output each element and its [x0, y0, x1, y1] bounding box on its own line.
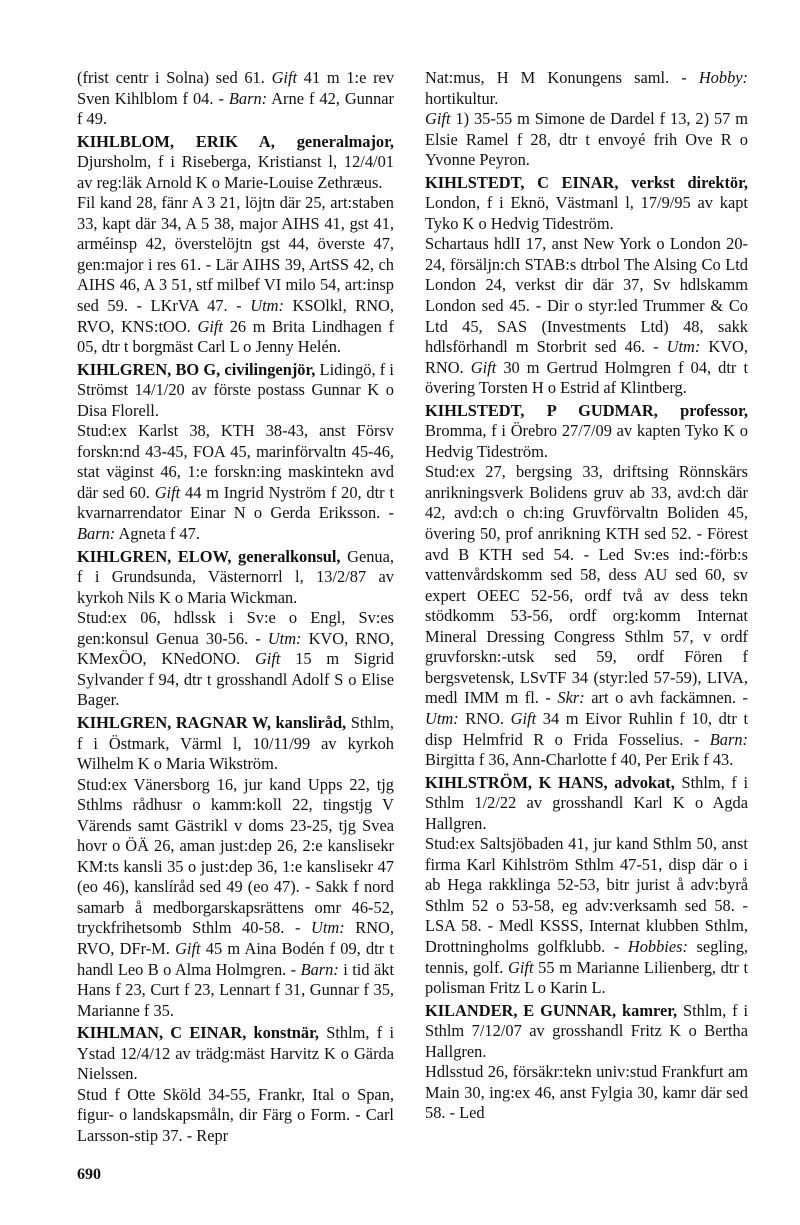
field-label: Hobbies: — [627, 936, 688, 956]
entry-text: RNO. — [458, 708, 511, 728]
entry-text: Birgitta f 36, Ann-Charlotte f 40, Per Erik f 43. — [425, 750, 734, 770]
entry-text: Arne f 42, Gunnar f 49. — [77, 88, 394, 129]
entry-text: 26 m Brita Lindhagen f 05, dtr t borgmäst Carl L o Jenny Helén. — [77, 316, 394, 357]
entry-text: Lidingö, f i Strömst 14/1/20 av förste postass Gunnar K o Disa Florell. — [77, 359, 394, 420]
entry-text: 1) 35-55 m Simone de Dardel f 13, 2) 57 m Elsie Ramel f 28, dtr t envoyé frih Ove R o Yvonne Peyron. — [425, 109, 748, 170]
biography-paragraph — [77, 68, 394, 130]
page-number: 690 — [77, 1166, 101, 1183]
entry-text: Schartaus hdlI 17, anst New York o London 20-24, försäljn:ch STAB:s dtrbol The Alsing Co Ltd London 24, verkst dir där 37, Sv hdlskamm London sed 45. - Dir o styr:led Trummer & Co Ltd 45, SAS (Investments Ltd) 48, sakk hdlsförhandl m Storbrit sed 46. - — [425, 234, 748, 357]
biography-entry-heading — [77, 713, 394, 775]
entry-text: Stud:ex 06, hdlssk i Sv:e o Engl, Sv:es gen:konsul Genua 30-56. - — [77, 608, 394, 648]
entry-text: 45 m Aina Bodén f 09, dtr t handl Leo B o Alma Holmgren. - — [77, 938, 394, 979]
biography-paragraph — [425, 109, 748, 171]
entry-text: i tid äkt Hans f 23, Curt f 23, Lennart f 31, Gunnar f 35, Marianne f 35. — [77, 959, 395, 1020]
field-label: Utm: — [311, 918, 345, 938]
entry-name: KIHLGREN, RAGNAR W, kansliråd, — [77, 712, 347, 732]
entry-text: 15 m Sigrid Sylvander f 94, dtr t grosshandl Adolf S o Elise Bager. — [77, 649, 394, 710]
biography-paragraph — [77, 193, 394, 357]
field-label: Barn: — [228, 88, 268, 108]
field-label: Barn: — [300, 959, 339, 979]
entry-name: KIHLSTEDT, P GUDMAR, professor, — [425, 400, 748, 420]
field-label: Gift — [508, 957, 534, 977]
entry-text: segling, tennis, golf. — [425, 936, 748, 977]
entry-text: Hdlsstud 26, försäkr:tekn univ:stud Frankfurt am Main 30, ing:ex 46, anst Fylgia 30, kamr där sed 58. - Led — [425, 1062, 748, 1123]
field-label: Hobby: — [698, 68, 748, 87]
biography-paragraph — [425, 68, 748, 109]
entry-text: art o avh fackämnen. - — [584, 688, 748, 708]
entry-text: Bromma, f i Örebro 27/7/09 av kapten Tyko K o Hedvig Tideström. — [425, 421, 748, 461]
entry-text: Stud f Otte Sköld 34-55, Frankr, Ital o Span, figur- o landskapsmåln, dir Färg o Form. - Carl Larsson-stip 37. - Repr — [77, 1084, 394, 1145]
field-label: Skr: — [557, 688, 585, 708]
field-label: Utm: — [250, 296, 284, 316]
field-label: Gift — [510, 708, 537, 728]
entry-text: Sthlm, f i Ystad 12/4/12 av trädg:mäst Harvitz K o Gärda Nielssen. — [77, 1023, 394, 1084]
biography-paragraph — [77, 421, 394, 544]
entry-text: Sthlm, f i Östmark, Värml l, 10/11/99 av kyrkoh Wilhelm K o Maria Wikström. — [77, 712, 394, 774]
entry-text: Stud:ex 27, bergsing 33, driftsing Rönnskärs anrikningsverk Bolidens gruv ab 33, avd:ch där 42, avd:ch o ch:ing Gruvförvaltn Boliden 45, övering 50, prof anrikning KTH sed 52. - Förest avd B KTH sed 54. - Led Sv:es ind:-förb:s vattenvårdskomm sed 58, dess AU sed 60, sv expert OEEC 52-56, ordf två av dess tekn stödkomm 53-56, ordf org:komm Internat Mineral Dressing Congress Sthlm 57, v ordf gruvforskn:-utsk sed 59, ordf Fören f bergsvetensk, LSvTF 34 (styr:led 57-59), LIVA, medl IMM m fl. - — [425, 462, 748, 708]
left-column — [77, 68, 394, 1146]
biography-entry-heading — [425, 1001, 748, 1063]
field-label: Gift — [254, 649, 281, 669]
biography-paragraph — [77, 1085, 394, 1147]
biography-paragraph — [425, 234, 748, 398]
entry-text: Fil kand 28, fänr A 3 21, löjtn där 25, art:staben 33, kapt där 34, A 5 38, major AIHS 41, gst 41, arméinsp 42, överstelöjtn gst 44, överste 47, gen:major i res 61. - Lär AIHS 39, ArtSS 42, ch AIHS 46, A 3 51, stf milbef VI milo 54, art:insp sed 59. - LKrVA 47. - — [77, 193, 394, 316]
entry-name: KIHLBLOM, ERIK A, generalmajor, — [77, 131, 394, 151]
right-column — [425, 68, 748, 1124]
field-label: Gift — [271, 68, 298, 87]
field-label: Utm: — [425, 708, 459, 728]
field-label: Barn: — [77, 524, 116, 544]
biography-entry-heading — [425, 173, 748, 235]
entry-text: 44 m Ingrid Nyström f 20, dtr t kvarnarrendator Einar N o Gerda Eriksson. - — [77, 482, 394, 523]
biography-paragraph — [425, 462, 748, 770]
entry-text: 41 m 1:e rev Sven Kihlblom f 04. - — [77, 68, 395, 108]
entry-name: KIHLSTEDT, C EINAR, verkst direktör, — [425, 172, 748, 192]
biography-entry-heading — [77, 360, 394, 422]
entry-text: Genua, f i Grundsunda, Västernorrl l, 13/2/87 av kyrkoh Nils K o Maria Wickman. — [77, 546, 394, 607]
field-label: Gift — [425, 109, 451, 129]
biography-entry-heading — [425, 773, 748, 835]
entry-text: Stud:ex Karlst 38, KTH 38-43, anst Försv forskn:nd 43-45, FOA 45, marinförvaltn 45-46, stat väginst 46, 1:e forskn:ing maskintekn avd där sed 60. — [77, 421, 394, 502]
entry-text: Stud:ex Vänersborg 16, jur kand Upps 22, tjg Sthlms rådhusr o kamm:koll 22, tingstjg V Värends samt Gästrikl v doms 23-25, tjg Svea hovr o ÖÄ 26, aman just:dep 26, 2:e kanslisekr KM:ts kansli 35 o just:dep 36, 1:e kanslisekr 47 (eo 46), kanslíråd sed 49 (eo 47). - Sakk f nord samarb å medborgarskapsrättens omr 46-52, tryckfrihetsomb Sthlm 40-58. - — [77, 774, 394, 938]
entry-name: KIHLGREN, ELOW, generalkonsul, — [77, 546, 341, 566]
entry-name: KIHLMAN, C EINAR, konstnär, — [77, 1023, 319, 1043]
entry-text: Sthlm, f i Sthlm 1/2/22 av grosshandl Karl K o Agda Hallgren. — [425, 772, 748, 833]
field-label: Gift — [175, 938, 201, 958]
field-label: Gift — [154, 482, 181, 502]
biography-paragraph — [77, 608, 394, 711]
field-label: Gift — [470, 357, 497, 377]
entry-text: Nat:mus, H M Konungens saml. - — [425, 68, 699, 87]
entry-name: KIHLGREN, BO G, civilingenjör, — [77, 359, 316, 379]
biography-entry-heading — [77, 132, 394, 194]
entry-text: Djursholm, f i Riseberga, Kristianst l, 12/4/01 av reg:läk Arnold K o Marie-Louise Zethræus. — [77, 152, 394, 192]
entry-text: 34 m Eivor Ruhlin f 10, dtr t disp Helmfrid R o Frida Fosselius. - — [425, 708, 748, 749]
field-label: Gift — [197, 316, 223, 336]
entry-text: KVO, RNO. — [425, 337, 748, 377]
entry-text: Sthlm, f i Sthlm 7/12/07 av grosshandl Fritz K o Bertha Hallgren. — [425, 1000, 749, 1061]
entry-text: hortikultur. — [425, 88, 499, 108]
biography-entry-heading — [77, 1023, 394, 1085]
field-label: Barn: — [709, 729, 748, 749]
biography-paragraph — [77, 775, 394, 1022]
biography-paragraph — [425, 834, 748, 998]
entry-text: Stud:ex Saltsjöbaden 41, jur kand Sthlm 50, anst firma Karl Kihlström Sthlm 47-51, disp där o i ab Hega rakklinga 52-53, bitr jurist å adv:byrå Sthlm 52 o 53-58, eg adv:verksamh sed 58. - LSA 58. - Medl KSSS, Internat klubben Sthlm, Drottningholms golfklubb. - — [425, 834, 748, 956]
entry-text: KSOlkl, RNO, RVO, KNS:tOO. — [77, 296, 394, 336]
biography-entry-heading — [425, 401, 748, 463]
field-label: Utm: — [666, 337, 701, 357]
entry-name: KIHLSTRÖM, K HANS, advokat, — [425, 772, 675, 792]
entry-text: KVO, RNO, KMexÖO, KNedONO. — [77, 628, 394, 669]
entry-text: Agneta f 47. — [115, 524, 200, 544]
entry-text: 30 m Gertrud Holmgren f 04, dtr t övering Torsten H o Estrid af Klintberg. — [425, 357, 748, 398]
entry-text: (frist centr i Solna) sed 61. — [77, 68, 272, 87]
biography-entry-heading — [77, 547, 394, 609]
field-label: Utm: — [267, 628, 302, 648]
entry-text: 55 m Marianne Lilienberg, dtr t polisman Fritz L o Karin L. — [425, 957, 748, 998]
biography-paragraph — [425, 1062, 748, 1124]
entry-text: London, f i Eknö, Västmanl l, 17/9/95 av kapt Tyko K o Hedvig Tideström. — [425, 193, 748, 233]
entry-name: KILANDER, E GUNNAR, kamrer, — [425, 1000, 678, 1020]
entry-text: RNO, RVO, DFr-M. — [77, 918, 394, 958]
